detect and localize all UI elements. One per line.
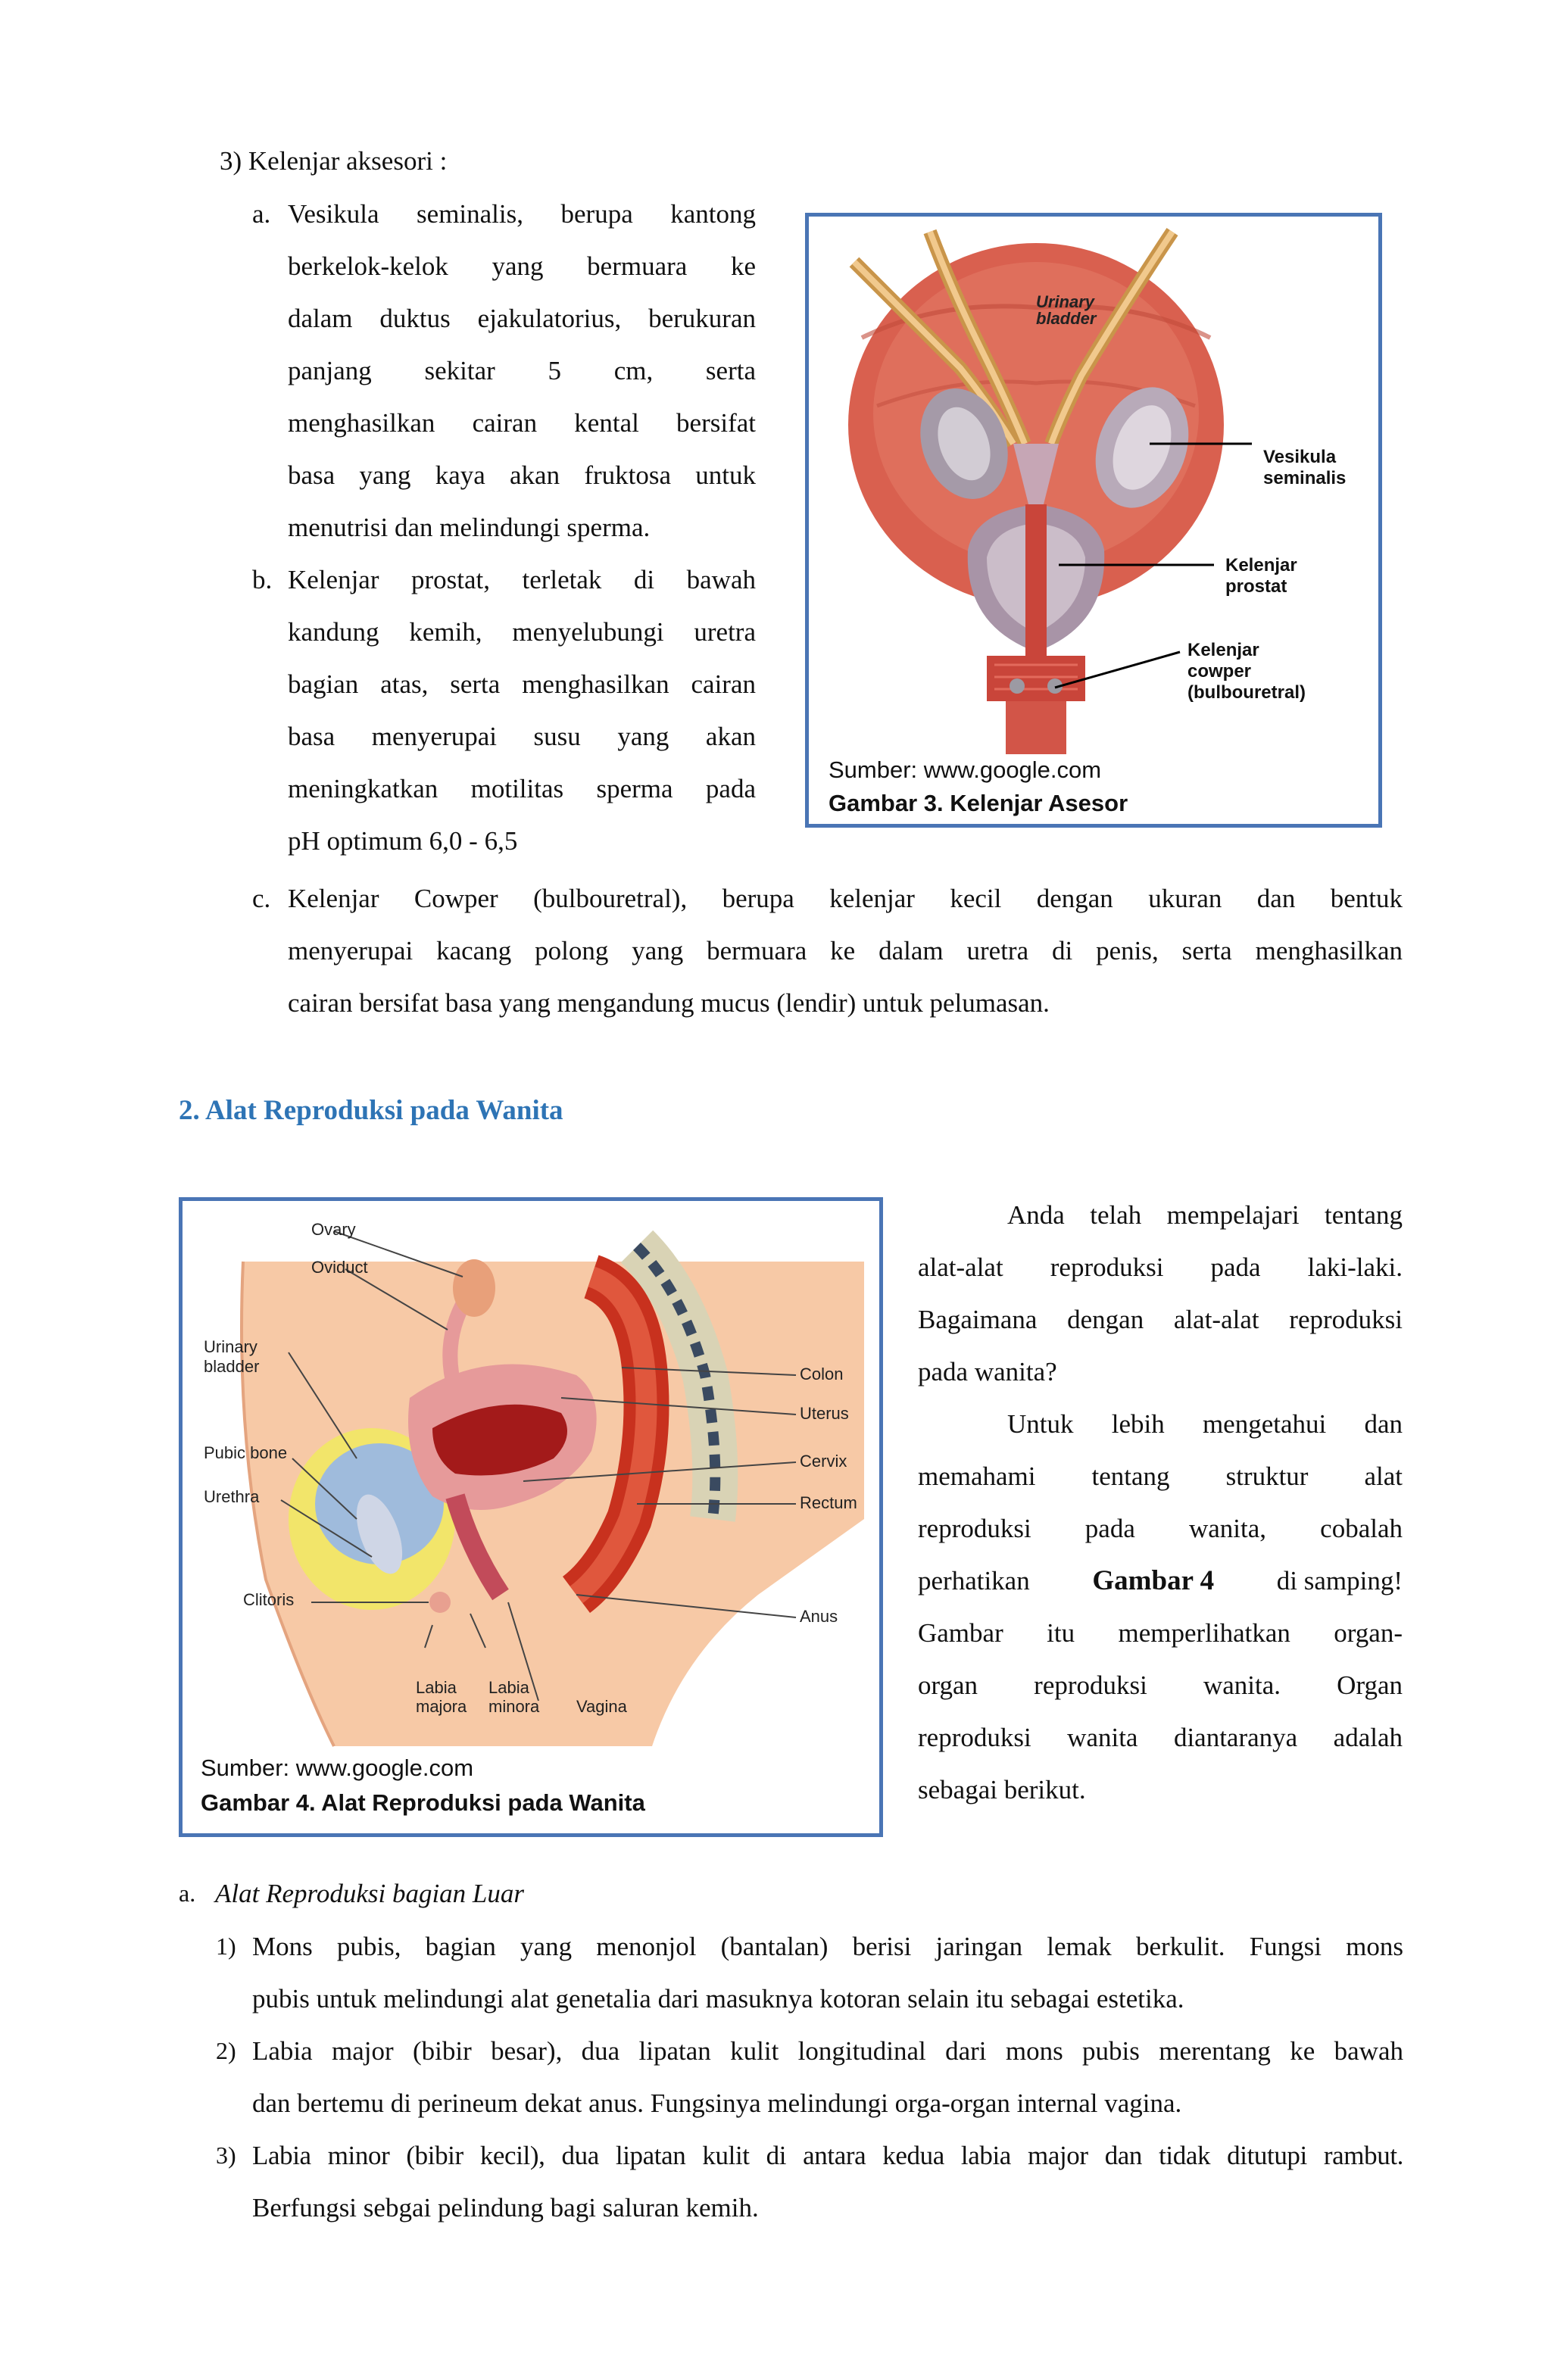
label-vesikula: Vesikula <box>1263 447 1337 467</box>
text-line: menghasilkan cairan kental bersifat <box>288 408 756 438</box>
label-urinary-bladder-f-2: bladder <box>204 1357 260 1376</box>
item-a-marker: a. <box>252 199 271 229</box>
label-urethra: Urethra <box>204 1487 260 1506</box>
text-line: menyerupai kacang polong yang bermuara ke dalam uretra di penis, serta menghasilkan <box>288 936 1403 965</box>
text-line: berkelok-kelok yang bermuara ke <box>288 251 756 281</box>
label-labia-minora: Labia <box>488 1678 529 1697</box>
text-line: Berfungsi sebgai pelindung bagi saluran kemih. <box>252 2193 759 2222</box>
external-title: Alat Reproduksi bagian Luar <box>215 1879 525 1908</box>
text-line: bagian atas, serta menghasilkan cairan <box>288 669 756 699</box>
label-labia-majora: Labia <box>416 1678 457 1697</box>
text-line: cairan bersifat basa yang mengandung mucus (lendir) untuk pelumasan. <box>288 988 1050 1018</box>
item-c-text <box>288 872 1403 1029</box>
text-line: memahami tentang struktur alat <box>918 1461 1403 1491</box>
external-item-2-number: 2) <box>216 2037 236 2064</box>
text-line: dalam duktus ejakulatorius, berukuran <box>288 304 756 333</box>
item-c-marker: c. <box>252 884 271 913</box>
accessory-glands-illustration <box>809 217 1378 824</box>
text-line: panjang sekitar 5 cm, serta <box>288 356 756 385</box>
label-labia-majora-2: majora <box>416 1697 467 1716</box>
figure-3-caption: Gambar 3. Kelenjar Asesor <box>829 790 1128 816</box>
figure-4-caption: Gambar 4. Alat Reproduksi pada Wanita <box>201 1789 645 1816</box>
text-line: reproduksi wanita diantaranya adalah <box>918 1723 1403 1752</box>
label-ovary: Ovary <box>311 1220 356 1239</box>
label-prostat: Kelenjar <box>1225 555 1297 576</box>
label-vagina: Vagina <box>576 1697 627 1716</box>
text-line: Kelenjar Cowper (bulbouretral), berupa kelenjar kecil dengan ukuran dan bentuk <box>288 884 1403 913</box>
item-3-heading: 3) Kelenjar aksesori : <box>220 146 448 176</box>
external-item-1 <box>252 1920 1403 2025</box>
item-b-text <box>288 554 756 867</box>
external-item-3-number: 3) <box>216 2141 236 2169</box>
external-item-1-number: 1) <box>216 1932 236 1960</box>
text-line: reproduksi pada wanita, cobalah <box>918 1514 1403 1543</box>
figure-3-frame <box>805 213 1382 828</box>
figure-3-source: Sumber: www.google.com <box>829 756 1102 783</box>
label-cowper: Kelenjar <box>1187 640 1259 660</box>
label-rectum: Rectum <box>800 1493 857 1512</box>
section-2-heading: 2. Alat Reproduksi pada Wanita <box>179 1095 563 1126</box>
text-fragment: di samping! <box>1276 1566 1403 1596</box>
label-anus: Anus <box>800 1607 838 1626</box>
text-line: basa yang kaya akan fruktosa untuk <box>288 460 756 490</box>
external-item-2 <box>252 2025 1403 2129</box>
label-colon: Colon <box>800 1365 844 1383</box>
female-reproductive-illustration <box>183 1201 879 1833</box>
text-line: meningkatkan motilitas sperma pada <box>288 774 756 803</box>
text-line-mixed <box>918 1555 1403 1607</box>
label-cervix: Cervix <box>800 1452 847 1471</box>
item-b-marker: b. <box>252 565 273 594</box>
text-line: dan bertemu di perineum dekat anus. Fungsinya melindungi orga-organ internal vagina. <box>252 2088 1182 2118</box>
text-line: Gambar itu memperlihatkan organ- <box>918 1618 1403 1648</box>
text-line: alat-alat reproduksi pada laki-laki. <box>918 1252 1403 1282</box>
text-line: menutrisi dan melindungi sperma. <box>288 513 651 542</box>
text-line: Labia major (bibir besar), dua lipatan kulit longitudinal dari mons pubis merentang ke bawah <box>252 2036 1403 2066</box>
label-pubic-bone: Pubic bone <box>204 1443 288 1462</box>
text-line: Untuk lebih mengetahui dan <box>1007 1409 1403 1439</box>
text-line: pada wanita? <box>918 1357 1057 1387</box>
text-line: pH optimum 6,0 - 6,5 <box>288 826 518 856</box>
figure-4-reference: Gambar 4 <box>1092 1565 1215 1596</box>
text-line: Bagaimana dengan alat-alat reproduksi <box>918 1305 1403 1334</box>
label-cowper-2: cowper <box>1187 661 1252 682</box>
label-urinary-bladder-f: Urinary <box>204 1337 257 1356</box>
text-line: Kelenjar prostat, terletak di bawah <box>288 565 756 594</box>
label-prostat-2: prostat <box>1225 576 1287 597</box>
external-marker: a. <box>179 1879 196 1907</box>
text-line: pubis untuk melindungi alat genetalia dari masuknya kotoran selain itu sebagai estetika. <box>252 1984 1184 2013</box>
label-clitoris: Clitoris <box>243 1590 295 1609</box>
label-vesikula-2: seminalis <box>1263 468 1347 488</box>
text-line: Vesikula seminalis, berupa kantong <box>288 199 756 229</box>
text-line: organ reproduksi wanita. Organ <box>918 1670 1403 1700</box>
text-line: Anda telah mempelajari tentang <box>1007 1200 1403 1230</box>
figure-4-frame <box>179 1197 883 1837</box>
label-oviduct: Oviduct <box>311 1258 368 1277</box>
label-labia-minora-2: minora <box>488 1697 540 1716</box>
figure-4-source: Sumber: www.google.com <box>201 1755 474 1781</box>
external-item-3 <box>252 2129 1403 2234</box>
label-cowper-3: (bulbouretral) <box>1187 682 1306 703</box>
text-line: basa menyerupai susu yang akan <box>288 722 756 751</box>
label-urinary-bladder-2: bladder <box>1036 309 1097 328</box>
text-fragment: perhatikan <box>918 1566 1030 1596</box>
text-line: Mons pubis, bagian yang menonjol (bantalan) berisi jaringan lemak berkulit. Fungsi mons <box>252 1932 1403 1961</box>
female-intro <box>918 1189 1403 1816</box>
text-line: kandung kemih, menyelubungi uretra <box>288 617 756 647</box>
text-line: Labia minor (bibir kecil), dua lipatan kulit di antara kedua labia major dan tidak ditutupi rambut. <box>252 2141 1403 2170</box>
text-line: sebagai berikut. <box>918 1775 1086 1804</box>
label-uterus: Uterus <box>800 1404 849 1423</box>
label-urinary-bladder: Urinary <box>1036 292 1095 311</box>
item-a-text <box>288 188 756 554</box>
